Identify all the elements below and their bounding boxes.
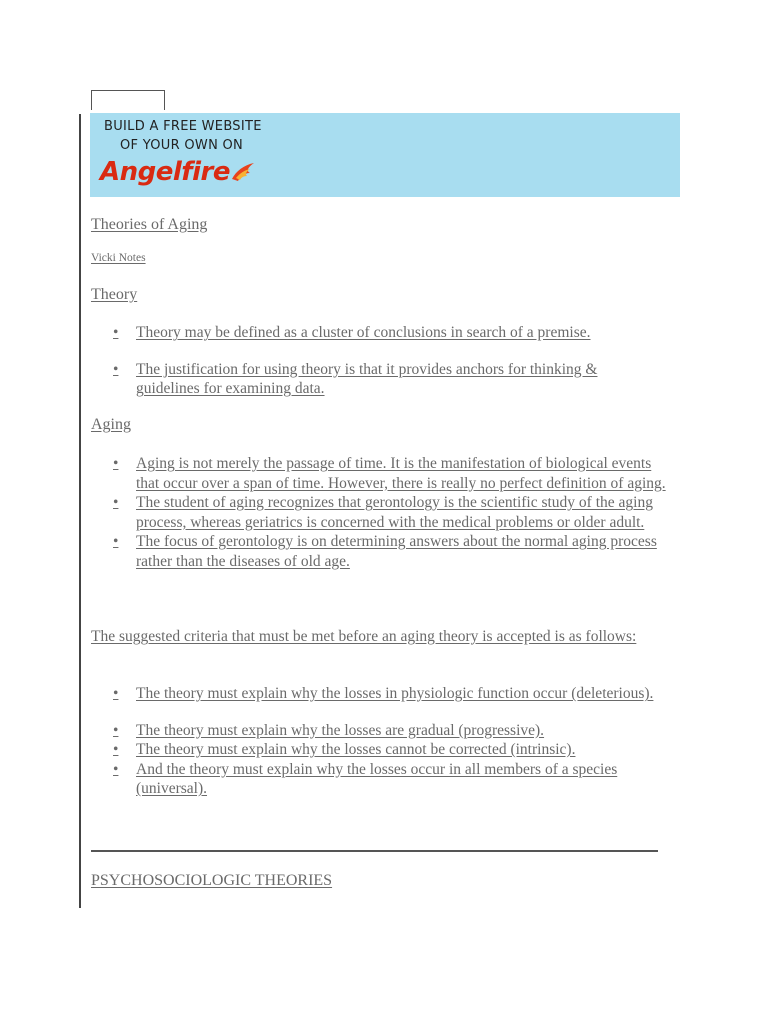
list-item[interactable]: • The theory must explain why the losses cannot be corrected (intrinsic).: [113, 741, 576, 758]
theory-heading[interactable]: Theory: [91, 286, 138, 303]
bullet: •: [113, 685, 119, 702]
horizontal-divider: [91, 850, 658, 852]
document-title[interactable]: Theories of Aging: [91, 216, 208, 233]
bullet: •: [113, 741, 119, 758]
empty-frame-box: [91, 90, 165, 110]
bullet: •: [113, 494, 119, 511]
list-item[interactable]: • And the theory must explain why the losses occur in all members of a species (universal).: [113, 760, 618, 797]
criteria-intro[interactable]: The suggested criteria that must be met before an aging theory is accepted is as follows:: [91, 628, 637, 645]
list-item[interactable]: • The theory must explain why the losses in physiologic function occur (deleterious).: [113, 685, 654, 702]
list-item[interactable]: • The justification for using theory is that it provides anchors for thinking & guidelines for examining data.: [113, 360, 598, 397]
bullet: •: [113, 360, 119, 378]
bullet: •: [113, 721, 119, 739]
banner-line-1: BUILD A FREE WEBSITE: [104, 119, 262, 134]
aging-list: [91, 454, 666, 571]
banner-line-2: OF YOUR OWN ON: [120, 138, 244, 153]
list-item[interactable]: • Aging is not merely the passage of time. It is the manifestation of biological events that occur over a span of time. However, there is really no perfect definition of aging.: [113, 455, 666, 492]
left-margin-rule: [79, 114, 81, 908]
list-item[interactable]: • The student of aging recognizes that gerontology is the scientific study of the aging process, whereas geriatrics is concerned with the medical problems or older adult.: [113, 494, 653, 531]
list-item[interactable]: • The focus of gerontology is on determining answers about the normal aging process rather than the diseases of old age.: [113, 533, 657, 570]
list-item[interactable]: • Theory may be defined as a cluster of conclusions in search of a premise.: [113, 324, 591, 341]
list-item[interactable]: • The theory must explain why the losses are gradual (progressive).: [113, 721, 545, 739]
bullet: •: [113, 455, 119, 472]
author-link[interactable]: Vicki Notes: [91, 252, 146, 264]
bullet: •: [113, 760, 119, 778]
theory-list: [91, 323, 661, 399]
aging-heading[interactable]: Aging: [91, 416, 131, 433]
criteria-list: [91, 684, 666, 799]
angelfire-ad-banner[interactable]: [90, 113, 680, 197]
bullet: •: [113, 324, 119, 341]
flame-icon: [230, 161, 256, 183]
angelfire-logo-text: Angelfire: [100, 157, 230, 187]
bullet: •: [113, 533, 119, 550]
section-heading-psychosociologic[interactable]: PSYCHOSOCIOLOGIC THEORIES: [91, 872, 333, 889]
